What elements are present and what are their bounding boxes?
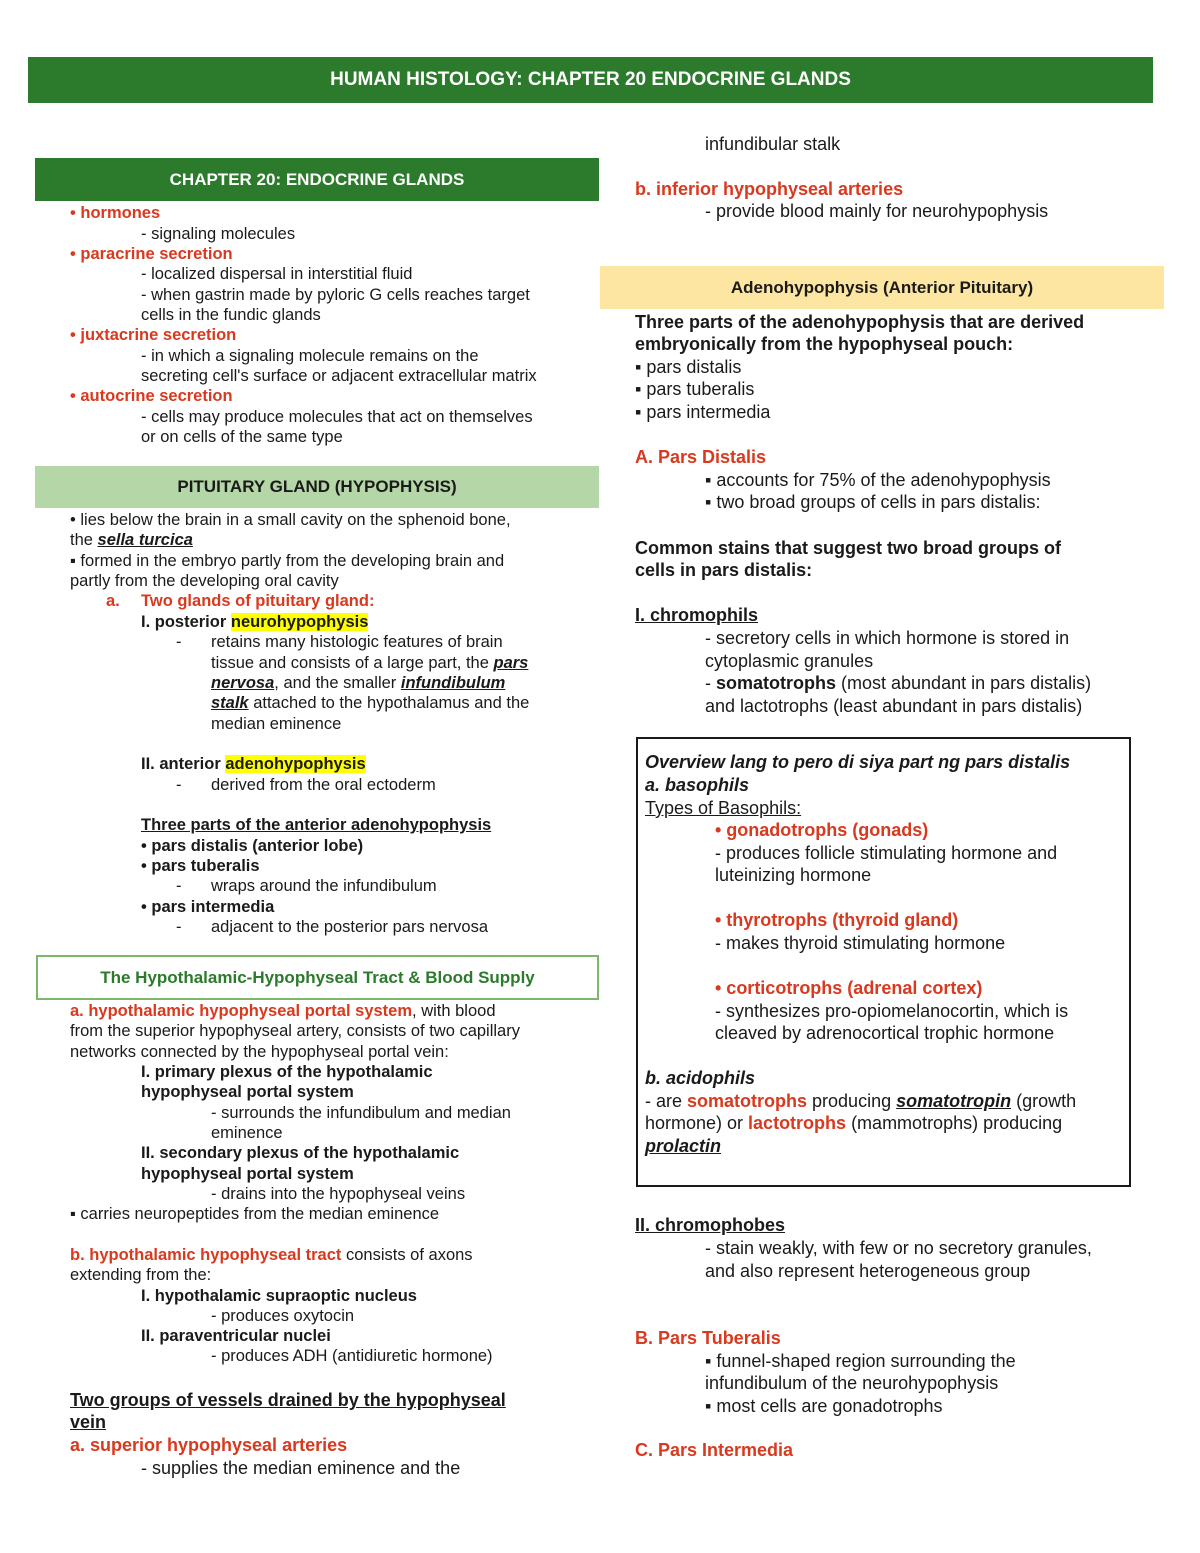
def-text: nervosa, and the smaller infundibulum — [211, 674, 506, 692]
page-title: HUMAN HISTOLOGY: CHAPTER 20 ENDOCRINE GLANDS — [330, 69, 851, 90]
subheading: vein — [70, 1412, 107, 1432]
nucleus-label: I. hypothalamic supraoptic nucleus — [141, 1287, 417, 1305]
tract-text: extending from the: — [70, 1266, 212, 1284]
def-text: - are somatotrophs producing somatotropin (growth — [645, 1091, 1077, 1111]
adeno-header: Adenohypophysis (Anterior Pituitary) — [600, 266, 1164, 309]
title-bar — [28, 57, 1153, 103]
tract-header: The Hypothalamic-Hypophyseal Tract & Blood Supply — [36, 955, 599, 1000]
def-text: stalk attached to the hypothalamus and the — [211, 694, 530, 712]
list-item: ▪ accounts for 75% of the adenohypophysis — [705, 470, 1051, 490]
pit-bullet: the sella turcica — [70, 531, 193, 549]
tract-text: networks connected by the hypophyseal portal vein: — [70, 1043, 449, 1061]
term-juxtacrine: • juxtacrine secretion — [70, 326, 237, 344]
def-text: cytoplasmic granules — [705, 651, 874, 671]
subheading: Three parts of the anterior adenohypophysis — [141, 816, 492, 834]
dash: - — [176, 918, 182, 936]
def-text: retains many histologic features of brain — [211, 633, 503, 651]
term-autocrine: • autocrine secretion — [70, 387, 233, 405]
def-text: - produces follicle stimulating hormone and — [715, 843, 1058, 863]
def-text: - in which a signaling molecule remains on the — [141, 347, 479, 365]
part-item: • pars intermedia — [141, 898, 275, 916]
pit-bullet: partly from the developing oral cavity — [70, 572, 339, 590]
intro-text: cells in pars distalis: — [635, 560, 813, 580]
pituitary-header: PITUITARY GLAND (HYPOPHYSIS) — [35, 466, 599, 508]
sella-turcica-term: sella turcica — [97, 531, 193, 549]
def-text: - makes thyroid stimulating hormone — [715, 933, 1006, 953]
pit-bullet: • lies below the brain in a small cavity on the sphenoid bone, — [70, 511, 511, 529]
def-text: cleaved by adrenocortical trophic hormone — [715, 1023, 1055, 1043]
intro-text: Common stains that suggest two broad groups of — [635, 538, 1062, 558]
hormone-term: prolactin — [645, 1136, 722, 1156]
def-text: and also represent heterogeneous group — [705, 1261, 1031, 1281]
def-text: tissue and consists of a large part, the pars — [211, 654, 529, 672]
def-text: derived from the oral ectoderm — [211, 776, 436, 794]
term-paracrine: • paracrine secretion — [70, 245, 233, 263]
tract-text: ▪ carries neuropeptides from the median eminence — [70, 1205, 440, 1223]
def-text: median eminence — [211, 715, 342, 733]
list-item: infundibulum of the neurohypophysis — [705, 1373, 999, 1393]
plexus-label: II. secondary plexus of the hypothalamic — [141, 1144, 460, 1162]
dash: - — [176, 633, 182, 651]
subheading: a. basophils — [645, 775, 750, 795]
list-marker: a. — [106, 592, 120, 610]
def-text: adjacent to the posterior pars nervosa — [211, 918, 488, 936]
tract-text: from the superior hypophyseal artery, consists of two capillary — [70, 1022, 520, 1040]
anterior-label: II. anterior adenohypophysis — [141, 755, 366, 773]
def-text: and lactotrophs (least abundant in pars distalis) — [705, 696, 1083, 716]
section-heading: A. Pars Distalis — [635, 447, 767, 467]
def-text: eminence — [211, 1124, 283, 1142]
artery-label: b. inferior hypophyseal arteries — [635, 179, 904, 199]
def-text: - supplies the median eminence and the — [141, 1458, 461, 1478]
subheading: Two glands of pituitary gland: — [141, 592, 375, 610]
artery-label: a. superior hypophyseal arteries — [70, 1435, 348, 1455]
list-item: ▪ funnel-shaped region surrounding the — [705, 1351, 1016, 1371]
overview-note: Overview lang to pero di siya part ng pars distalis — [645, 752, 1071, 772]
subheading: b. acidophils — [645, 1068, 756, 1088]
def-text: hormone) or lactotrophs (mammotrophs) producing — [645, 1113, 1063, 1133]
subheading: II. chromophobes — [635, 1215, 786, 1235]
tract-text: b. hypothalamic hypophyseal tract consists of axons — [70, 1246, 473, 1264]
def-text: - produces oxytocin — [211, 1307, 355, 1325]
def-text: - localized dispersal in interstitial fluid — [141, 265, 413, 283]
list-item: ▪ pars distalis — [635, 357, 742, 377]
def-text: - secretory cells in which hormone is stored in — [705, 628, 1070, 648]
term-hormones: • hormones — [70, 204, 161, 222]
def-text: secreting cell's surface or adjacent extracellular matrix — [141, 367, 537, 385]
intro-text: Three parts of the adenohypophysis that are derived — [635, 312, 1085, 332]
dash: - — [176, 877, 182, 895]
def-text: - drains into the hypophyseal veins — [211, 1185, 466, 1203]
section-heading: B. Pars Tuberalis — [635, 1328, 781, 1348]
def-text: - somatotrophs (most abundant in pars distalis) — [705, 673, 1092, 693]
def-text: or on cells of the same type — [141, 428, 343, 446]
pit-bullet: ▪ formed in the embryo partly from the developing brain and — [70, 552, 505, 570]
part-item: • pars tuberalis — [141, 857, 260, 875]
cell-type: • gonadotrophs (gonads) — [715, 820, 929, 840]
def-text: luteinizing hormone — [715, 865, 872, 885]
section-heading: C. Pars Intermedia — [635, 1440, 794, 1460]
posterior-label: I. posterior neurohypophysis — [141, 613, 369, 631]
def-text: - signaling molecules — [141, 225, 296, 243]
intro-text: embryonically from the hypophyseal pouch: — [635, 334, 1014, 354]
cell-type: • corticotrophs (adrenal cortex) — [715, 978, 983, 998]
adenohypophysis-highlight: adenohypophysis — [225, 755, 366, 773]
subheading: Types of Basophils: — [645, 798, 802, 818]
def-text: - provide blood mainly for neurohypophysis — [705, 201, 1049, 221]
def-text: - produces ADH (antidiuretic hormone) — [211, 1347, 493, 1365]
list-item: ▪ most cells are gonadotrophs — [705, 1396, 943, 1416]
neurohypophysis-highlight: neurohypophysis — [230, 613, 369, 631]
def-text: - cells may produce molecules that act on themselves — [141, 408, 533, 426]
list-item: ▪ two broad groups of cells in pars distalis: — [705, 492, 1041, 512]
plexus-label: hypophyseal portal system — [141, 1083, 354, 1101]
plexus-label: hypophyseal portal system — [141, 1165, 354, 1183]
list-item: ▪ pars intermedia — [635, 402, 771, 422]
def-text: infundibular stalk — [705, 134, 841, 154]
dash: - — [176, 776, 182, 794]
list-item: ▪ pars tuberalis — [635, 379, 755, 399]
part-item: • pars distalis (anterior lobe) — [141, 837, 364, 855]
plexus-label: I. primary plexus of the hypothalamic — [141, 1063, 433, 1081]
def-text: - surrounds the infundibulum and median — [211, 1104, 511, 1122]
def-text: - synthesizes pro-opiomelanocortin, which is — [715, 1001, 1069, 1021]
def-text: - when gastrin made by pyloric G cells reaches target — [141, 286, 530, 304]
tract-text: a. hypothalamic hypophyseal portal system, with blood — [70, 1002, 496, 1020]
def-text: wraps around the infundibulum — [211, 877, 437, 895]
chapter-header: CHAPTER 20: ENDOCRINE GLANDS — [35, 158, 599, 201]
def-text: cells in the fundic glands — [141, 306, 321, 324]
subheading: Two groups of vessels drained by the hypophyseal — [70, 1390, 506, 1410]
subheading: I. chromophils — [635, 605, 759, 625]
nucleus-label: II. paraventricular nuclei — [141, 1327, 331, 1345]
cell-type: • thyrotrophs (thyroid gland) — [715, 910, 959, 930]
def-text: - stain weakly, with few or no secretory granules, — [705, 1238, 1092, 1258]
